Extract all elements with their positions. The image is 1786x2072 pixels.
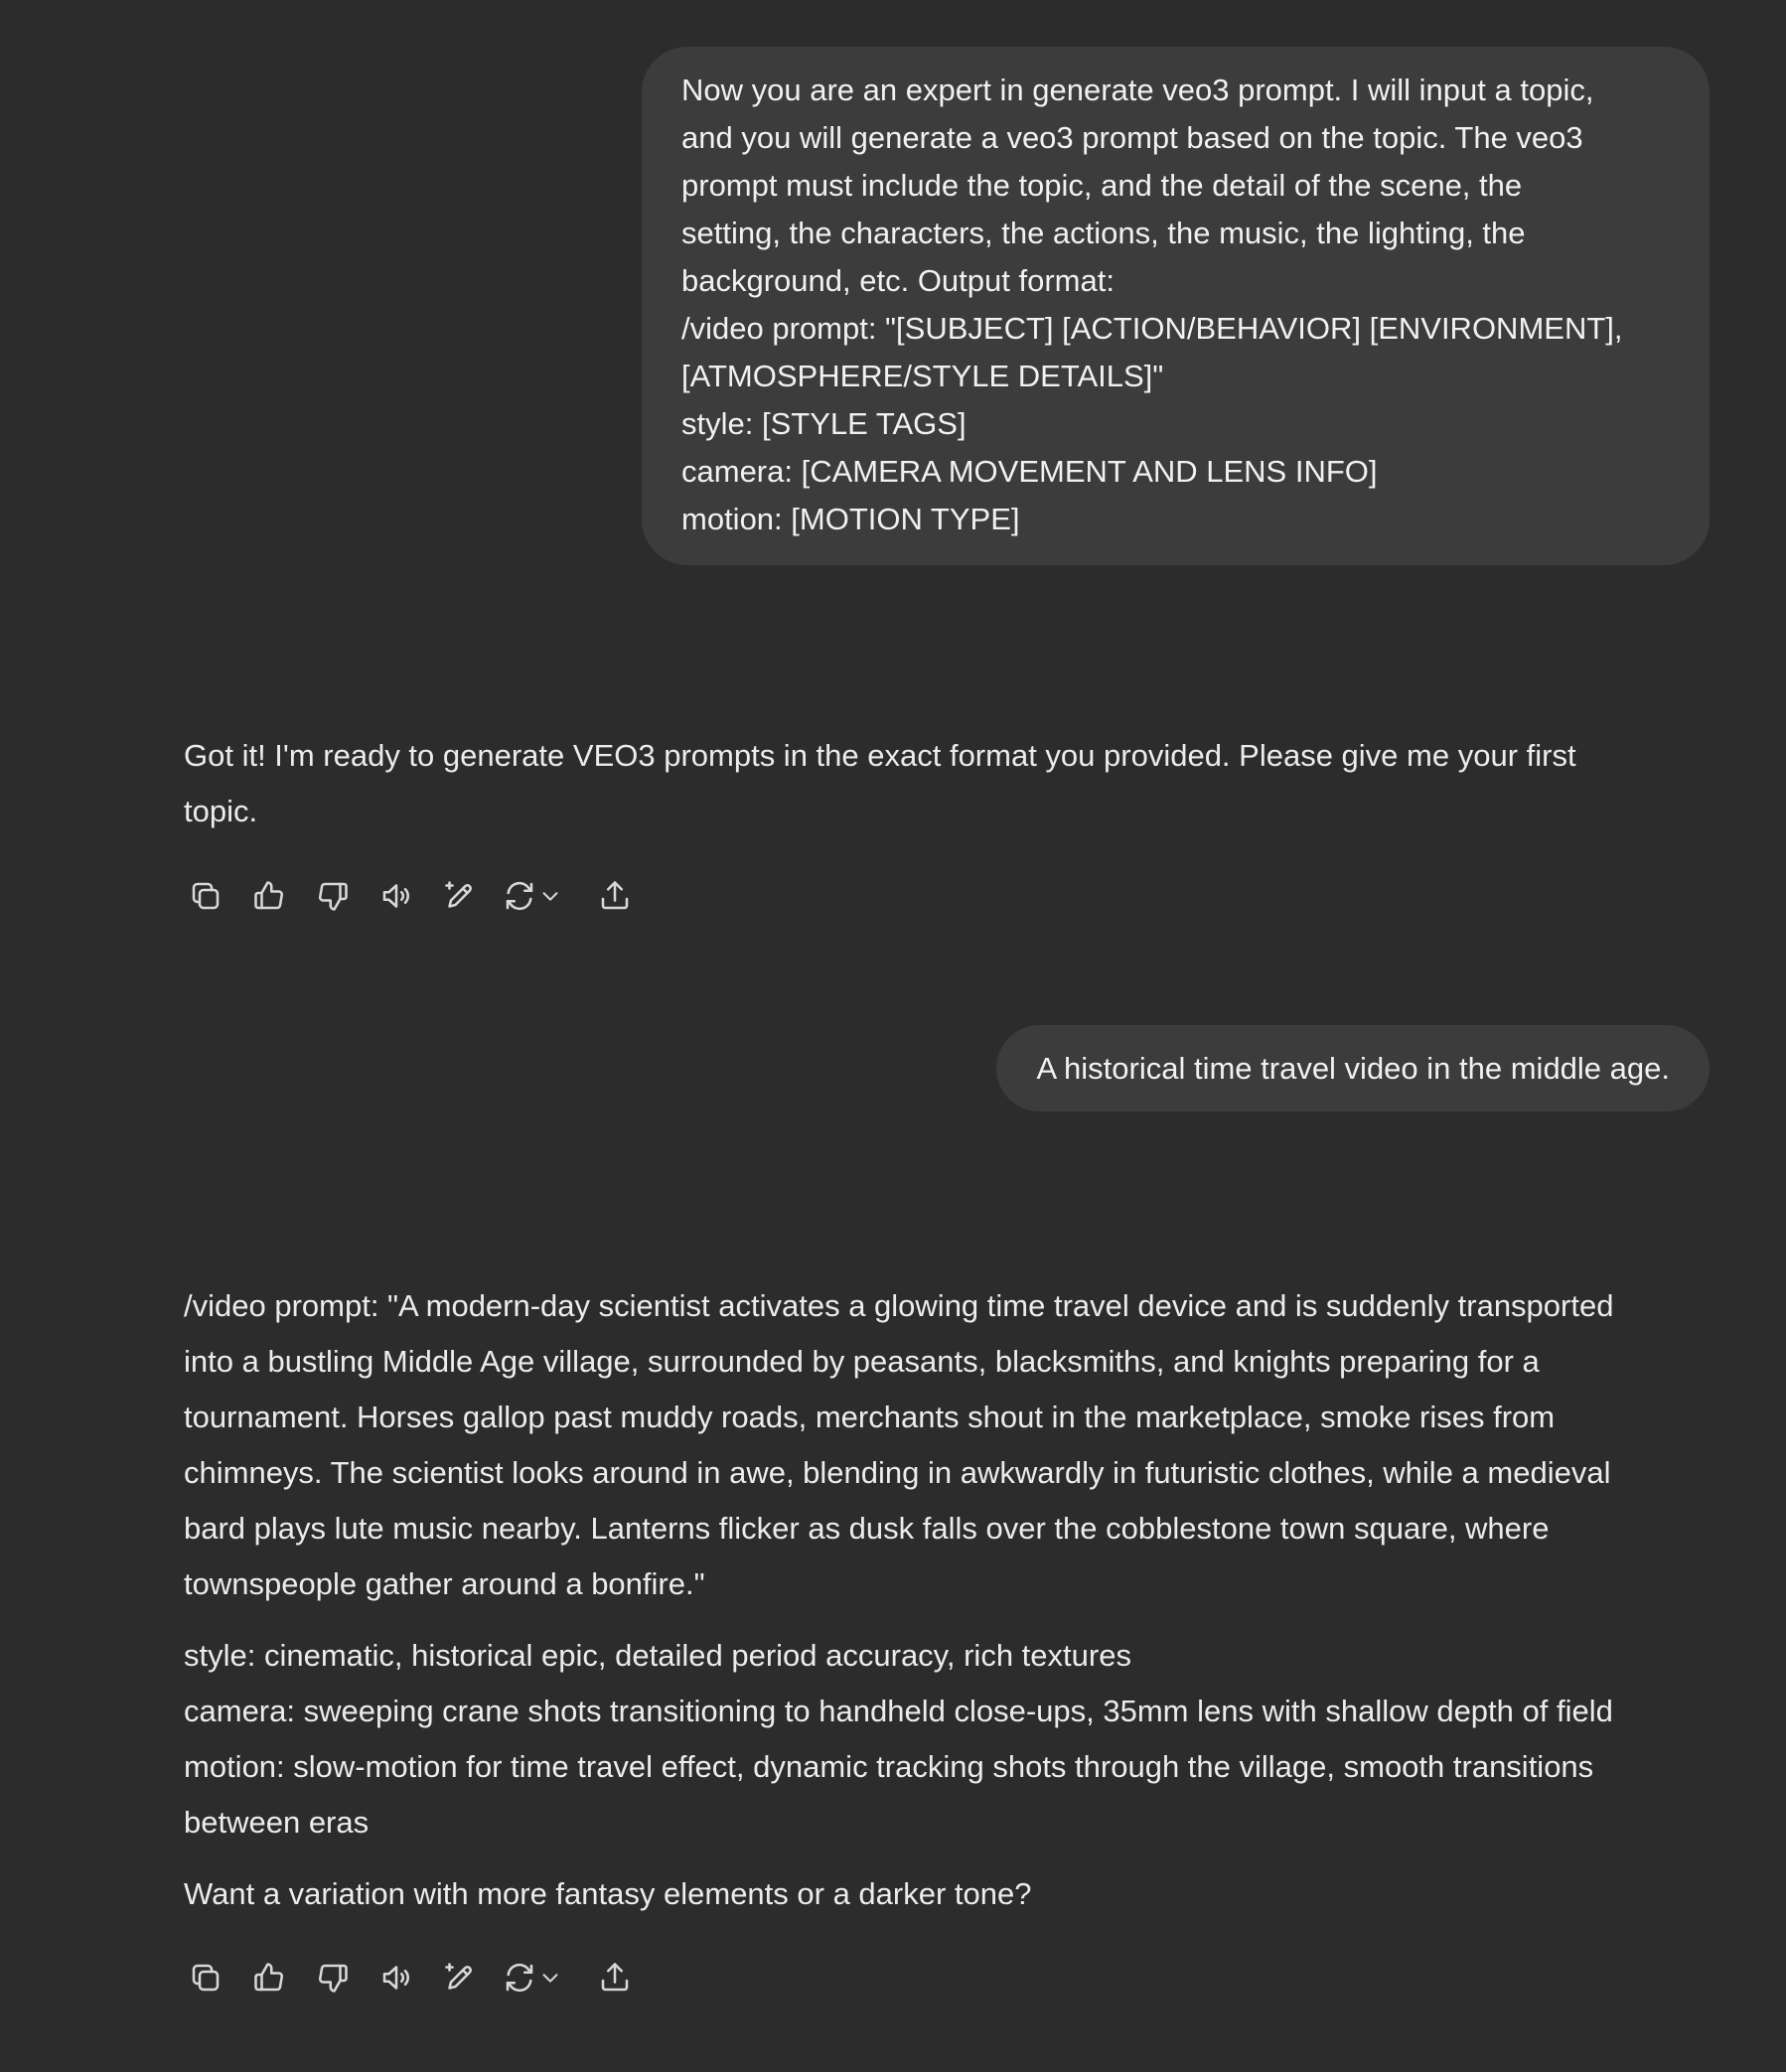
regenerate-icon bbox=[502, 1960, 537, 1996]
assistant-message bbox=[184, 728, 1713, 839]
good-response-button[interactable] bbox=[247, 1956, 291, 1999]
edit-icon bbox=[442, 878, 478, 914]
share-icon bbox=[597, 878, 633, 914]
message-line: /video prompt: "[SUBJECT] [ACTION/BEHAVIOR] [ENVIRONMENT], bbox=[681, 311, 1623, 346]
message-line: and you will generate a veo3 prompt based on the topic. The veo3 bbox=[681, 120, 1583, 155]
message-line: chimneys. The scientist looks around in awe, blending in awkwardly in futuristic clothes, while a medieval bbox=[184, 1455, 1611, 1490]
share-button[interactable] bbox=[593, 874, 637, 918]
regenerate-button[interactable] bbox=[502, 1956, 573, 1999]
edit-in-canvas-button[interactable] bbox=[438, 1956, 482, 1999]
message-line: topic. bbox=[184, 794, 258, 828]
thumbs-up-icon bbox=[251, 878, 287, 914]
message-line: style: cinematic, historical epic, detailed period accuracy, rich textures bbox=[184, 1638, 1131, 1673]
chevron-down-icon bbox=[539, 885, 561, 907]
message-line: bard plays lute music nearby. Lanterns flicker as dusk falls over the cobblestone town square, where bbox=[184, 1511, 1550, 1546]
message-line: Now you are an expert in generate veo3 prompt. I will input a topic, bbox=[681, 73, 1594, 107]
bad-response-button[interactable] bbox=[311, 1956, 355, 1999]
message-line: between eras bbox=[184, 1805, 370, 1840]
copy-button[interactable] bbox=[184, 874, 227, 918]
read-aloud-icon bbox=[378, 1960, 414, 1996]
message-line: prompt must include the topic, and the detail of the scene, the bbox=[681, 168, 1523, 203]
message-line: tournament. Horses gallop past muddy roads, merchants shout in the marketplace, smoke rises from bbox=[184, 1400, 1556, 1434]
message-line: motion: [MOTION TYPE] bbox=[681, 502, 1020, 536]
assistant-paragraph bbox=[184, 728, 1713, 839]
message-line: townspeople gather around a bonfire." bbox=[184, 1566, 705, 1601]
edit-icon bbox=[442, 1960, 478, 1996]
message-line: Want a variation with more fantasy elements or a darker tone? bbox=[184, 1876, 1032, 1911]
user-message-bubble bbox=[642, 47, 1710, 565]
chevron-down-icon bbox=[539, 1967, 561, 1989]
copy-icon bbox=[188, 878, 223, 914]
thumbs-down-icon bbox=[315, 878, 351, 914]
message-line: into a bustling Middle Age village, surrounded by peasants, blacksmiths, and knights preparing for a bbox=[184, 1344, 1540, 1379]
message-line: setting, the characters, the actions, the music, the lighting, the bbox=[681, 216, 1526, 250]
copy-button[interactable] bbox=[184, 1956, 227, 1999]
video-prompt-paragraph bbox=[184, 1278, 1713, 1612]
closing-question bbox=[184, 1866, 1713, 1922]
message-action-bar bbox=[184, 1956, 657, 1999]
message-line: [ATMOSPHERE/STYLE DETAILS]" bbox=[681, 359, 1164, 393]
message-action-bar bbox=[184, 874, 657, 918]
regenerate-button[interactable] bbox=[502, 874, 573, 918]
share-button[interactable] bbox=[593, 1956, 637, 1999]
message-line: style: [STYLE TAGS] bbox=[681, 406, 967, 441]
message-line: background, etc. Output format: bbox=[681, 263, 1115, 298]
read-aloud-button[interactable] bbox=[374, 874, 418, 918]
thumbs-down-icon bbox=[315, 1960, 351, 1996]
good-response-button[interactable] bbox=[247, 874, 291, 918]
read-aloud-icon bbox=[378, 878, 414, 914]
user-message-bubble: A historical time travel video in the middle age. bbox=[996, 1025, 1710, 1111]
message-line: motion: slow-motion for time travel effect, dynamic tracking shots through the village, smooth transitions bbox=[184, 1749, 1594, 1784]
message-line: /video prompt: "A modern-day scientist activates a glowing time travel device and is suddenly transported bbox=[184, 1288, 1614, 1323]
message-line: camera: [CAMERA MOVEMENT AND LENS INFO] bbox=[681, 454, 1378, 489]
read-aloud-button[interactable] bbox=[374, 1956, 418, 1999]
share-icon bbox=[597, 1960, 633, 1996]
thumbs-up-icon bbox=[251, 1960, 287, 1996]
copy-icon bbox=[188, 1960, 223, 1996]
assistant-message bbox=[184, 1278, 1713, 1922]
message-line: Got it! I'm ready to generate VEO3 prompts in the exact format you provided. Please give me your first bbox=[184, 738, 1576, 773]
bad-response-button[interactable] bbox=[311, 874, 355, 918]
prompt-details-paragraph bbox=[184, 1628, 1713, 1850]
message-line: camera: sweeping crane shots transitioning to handheld close-ups, 35mm lens with shallow depth of field bbox=[184, 1694, 1613, 1728]
regenerate-icon bbox=[502, 878, 537, 914]
edit-in-canvas-button[interactable] bbox=[438, 874, 482, 918]
